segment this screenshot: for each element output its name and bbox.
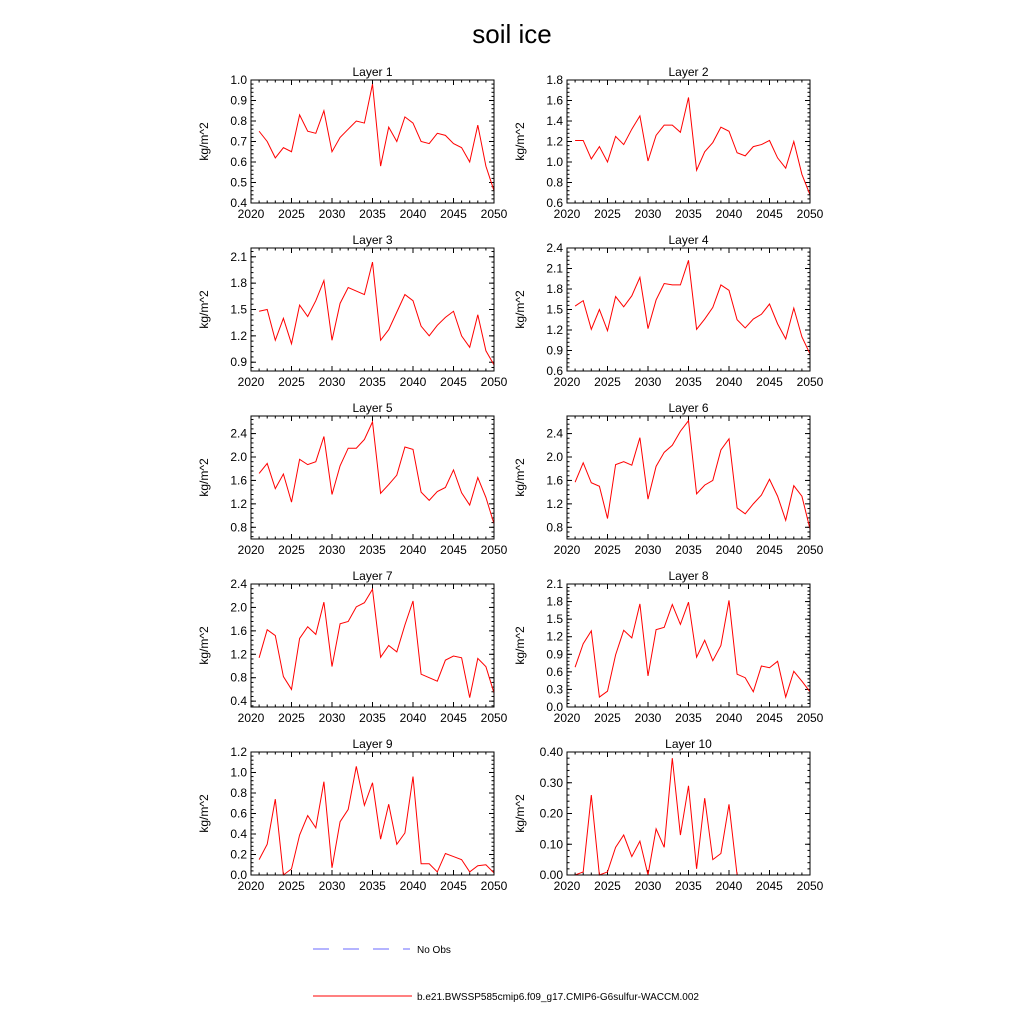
x-tick-label: 2030 <box>318 879 346 893</box>
y-axis-label: kg/m^2 <box>197 458 211 497</box>
y-tick-label: 1.6 <box>546 93 563 108</box>
y-tick-label: 0.6 <box>546 664 563 679</box>
y-tick-label: 0.4 <box>230 827 247 841</box>
y-tick-label: 2.1 <box>230 249 247 264</box>
figure-title: soil ice <box>472 19 552 49</box>
x-tick-label: 2050 <box>480 543 508 557</box>
x-tick-label: 2025 <box>278 543 305 557</box>
x-tick-label: 2050 <box>480 711 508 725</box>
y-tick-label: 1.2 <box>230 496 247 511</box>
panel-title: Layer 6 <box>668 401 709 415</box>
x-tick-label: 2020 <box>237 711 265 725</box>
y-tick-label: 1.6 <box>546 473 563 488</box>
panel-title: Layer 4 <box>668 233 709 247</box>
y-tick-label: 1.2 <box>546 134 563 149</box>
y-tick-label: 0.8 <box>230 114 247 128</box>
y-tick-label: 2.0 <box>546 450 563 464</box>
y-axis-label: kg/m^2 <box>197 122 211 161</box>
legend-obs-label: No Obs <box>417 945 451 956</box>
x-tick-label: 2030 <box>318 711 346 725</box>
legend-model-label: b.e21.BWSSP585cmip6.f09_g17.CMIP6-G6sulfur-WACCM.002 <box>417 992 699 1003</box>
x-tick-label: 2035 <box>359 375 386 389</box>
y-tick-label: 0.9 <box>546 343 563 358</box>
y-axis-label: kg/m^2 <box>513 122 527 161</box>
x-tick-label: 2025 <box>594 207 621 221</box>
panel-title: Layer 8 <box>668 569 709 583</box>
x-tick-label: 2040 <box>399 879 427 893</box>
x-tick-label: 2040 <box>715 543 743 557</box>
y-tick-label: 1.2 <box>230 647 247 662</box>
x-tick-label: 2020 <box>553 879 581 893</box>
x-tick-label: 2025 <box>278 711 305 725</box>
x-tick-label: 2040 <box>399 375 427 389</box>
panel-title: Layer 7 <box>352 569 393 583</box>
y-tick-label: 1.2 <box>546 323 563 337</box>
x-tick-label: 2030 <box>634 207 662 221</box>
y-tick-label: 1.0 <box>230 765 247 780</box>
x-tick-label: 2025 <box>278 375 305 389</box>
x-tick-label: 2025 <box>594 711 621 725</box>
x-tick-label: 2025 <box>594 879 621 893</box>
y-axis-label: kg/m^2 <box>513 290 527 329</box>
y-tick-label: 1.8 <box>546 73 563 87</box>
x-tick-label: 2045 <box>440 207 467 221</box>
y-tick-label: 0.8 <box>230 520 247 535</box>
x-tick-label: 2035 <box>675 207 702 221</box>
x-tick-label: 2030 <box>634 879 662 893</box>
x-tick-label: 2030 <box>318 207 346 221</box>
y-tick-label: 0.8 <box>546 520 563 535</box>
x-tick-label: 2020 <box>237 879 265 893</box>
panel-title: Layer 9 <box>352 737 393 751</box>
y-tick-label: 2.4 <box>546 426 563 441</box>
panel-title: Layer 5 <box>352 401 393 415</box>
y-axis-label: kg/m^2 <box>513 794 527 833</box>
x-tick-label: 2030 <box>634 711 662 725</box>
y-axis-label: kg/m^2 <box>197 290 211 329</box>
y-tick-label: 0.8 <box>230 670 247 685</box>
x-tick-label: 2030 <box>318 543 346 557</box>
y-tick-label: 0.6 <box>230 155 247 169</box>
y-tick-label: 0.6 <box>546 364 563 378</box>
y-tick-label: 0.8 <box>546 175 563 190</box>
y-tick-label: 2.4 <box>230 426 247 441</box>
x-tick-label: 2020 <box>553 207 581 221</box>
x-tick-label: 2045 <box>756 711 783 725</box>
x-tick-label: 2035 <box>675 375 702 389</box>
y-tick-label: 0.20 <box>539 806 563 821</box>
y-tick-label: 0.3 <box>546 682 563 697</box>
y-tick-label: 2.1 <box>546 261 563 276</box>
panel-title: Layer 10 <box>665 737 712 751</box>
y-tick-label: 0.30 <box>539 775 563 790</box>
x-tick-label: 2050 <box>480 207 508 221</box>
x-tick-label: 2020 <box>553 375 581 389</box>
y-tick-label: 1.8 <box>546 282 563 296</box>
x-tick-label: 2050 <box>796 879 824 893</box>
y-tick-label: 0.00 <box>539 868 563 882</box>
y-tick-label: 0.10 <box>539 837 563 852</box>
y-tick-label: 2.4 <box>546 241 563 255</box>
y-tick-label: 1.6 <box>230 623 247 638</box>
y-tick-label: 1.2 <box>230 745 247 759</box>
x-tick-label: 2045 <box>756 543 783 557</box>
y-tick-label: 1.4 <box>546 114 563 128</box>
x-tick-label: 2050 <box>480 879 508 893</box>
y-tick-label: 2.4 <box>230 577 247 591</box>
x-tick-label: 2050 <box>480 375 508 389</box>
x-tick-label: 2050 <box>796 375 824 389</box>
y-tick-label: 1.5 <box>546 302 563 317</box>
y-tick-label: 1.2 <box>230 328 247 343</box>
x-tick-label: 2035 <box>675 711 702 725</box>
x-tick-label: 2040 <box>715 207 743 221</box>
y-tick-label: 0.6 <box>546 196 563 210</box>
x-tick-label: 2025 <box>594 543 621 557</box>
x-tick-label: 2040 <box>715 711 743 725</box>
y-tick-label: 2.0 <box>230 600 247 615</box>
x-tick-label: 2045 <box>440 879 467 893</box>
x-tick-label: 2040 <box>399 207 427 221</box>
y-tick-label: 1.5 <box>546 612 563 627</box>
panel-title: Layer 1 <box>352 65 393 79</box>
x-tick-label: 2040 <box>715 375 743 389</box>
y-tick-label: 0.7 <box>230 134 247 149</box>
x-tick-label: 2045 <box>756 879 783 893</box>
y-tick-label: 0.9 <box>546 647 563 662</box>
x-tick-label: 2040 <box>399 711 427 725</box>
y-tick-label: 0.0 <box>546 700 563 714</box>
y-tick-label: 1.2 <box>546 629 563 644</box>
x-tick-label: 2050 <box>796 711 824 725</box>
panel-title: Layer 3 <box>352 233 393 247</box>
y-axis-label: kg/m^2 <box>513 458 527 497</box>
x-tick-label: 2035 <box>359 711 386 725</box>
y-tick-label: 0.40 <box>539 745 563 759</box>
x-tick-label: 2030 <box>318 375 346 389</box>
x-tick-label: 2030 <box>634 375 662 389</box>
y-axis-label: kg/m^2 <box>197 794 211 833</box>
x-tick-label: 2050 <box>796 207 824 221</box>
y-axis-label: kg/m^2 <box>197 626 211 665</box>
x-tick-label: 2020 <box>237 207 265 221</box>
x-tick-label: 2040 <box>399 543 427 557</box>
x-tick-label: 2025 <box>594 375 621 389</box>
y-tick-label: 0.6 <box>230 806 247 821</box>
y-tick-label: 0.9 <box>230 355 247 370</box>
y-tick-label: 0.8 <box>230 786 247 800</box>
y-tick-label: 0.2 <box>230 847 247 862</box>
y-tick-label: 2.1 <box>546 577 563 591</box>
x-tick-label: 2045 <box>756 375 783 389</box>
y-tick-label: 2.0 <box>230 450 247 464</box>
x-tick-label: 2035 <box>359 207 386 221</box>
x-tick-label: 2050 <box>796 543 824 557</box>
panel-title: Layer 2 <box>668 65 709 79</box>
y-tick-label: 0.4 <box>230 694 247 709</box>
x-tick-label: 2035 <box>359 879 386 893</box>
x-tick-label: 2020 <box>553 711 581 725</box>
y-tick-label: 0.5 <box>230 175 247 190</box>
x-tick-label: 2040 <box>715 879 743 893</box>
x-tick-label: 2025 <box>278 207 305 221</box>
x-tick-label: 2035 <box>359 543 386 557</box>
y-tick-label: 1.6 <box>230 473 247 488</box>
x-tick-label: 2045 <box>440 375 467 389</box>
y-tick-label: 0.0 <box>230 868 247 882</box>
y-tick-label: 0.9 <box>230 93 247 108</box>
x-tick-label: 2030 <box>634 543 662 557</box>
x-tick-label: 2020 <box>237 375 265 389</box>
y-tick-label: 1.0 <box>546 155 563 169</box>
x-tick-label: 2025 <box>278 879 305 893</box>
y-tick-label: 1.5 <box>230 302 247 317</box>
y-tick-label: 1.2 <box>546 496 563 511</box>
x-tick-label: 2020 <box>237 543 265 557</box>
x-tick-label: 2035 <box>675 879 702 893</box>
x-tick-label: 2020 <box>553 543 581 557</box>
x-tick-label: 2045 <box>440 711 467 725</box>
y-tick-label: 1.0 <box>230 73 247 87</box>
y-tick-label: 1.8 <box>546 594 563 609</box>
x-tick-label: 2035 <box>675 543 702 557</box>
y-tick-label: 0.4 <box>230 196 247 210</box>
y-tick-label: 1.8 <box>230 276 247 291</box>
y-axis-label: kg/m^2 <box>513 626 527 665</box>
x-tick-label: 2045 <box>756 207 783 221</box>
x-tick-label: 2045 <box>440 543 467 557</box>
